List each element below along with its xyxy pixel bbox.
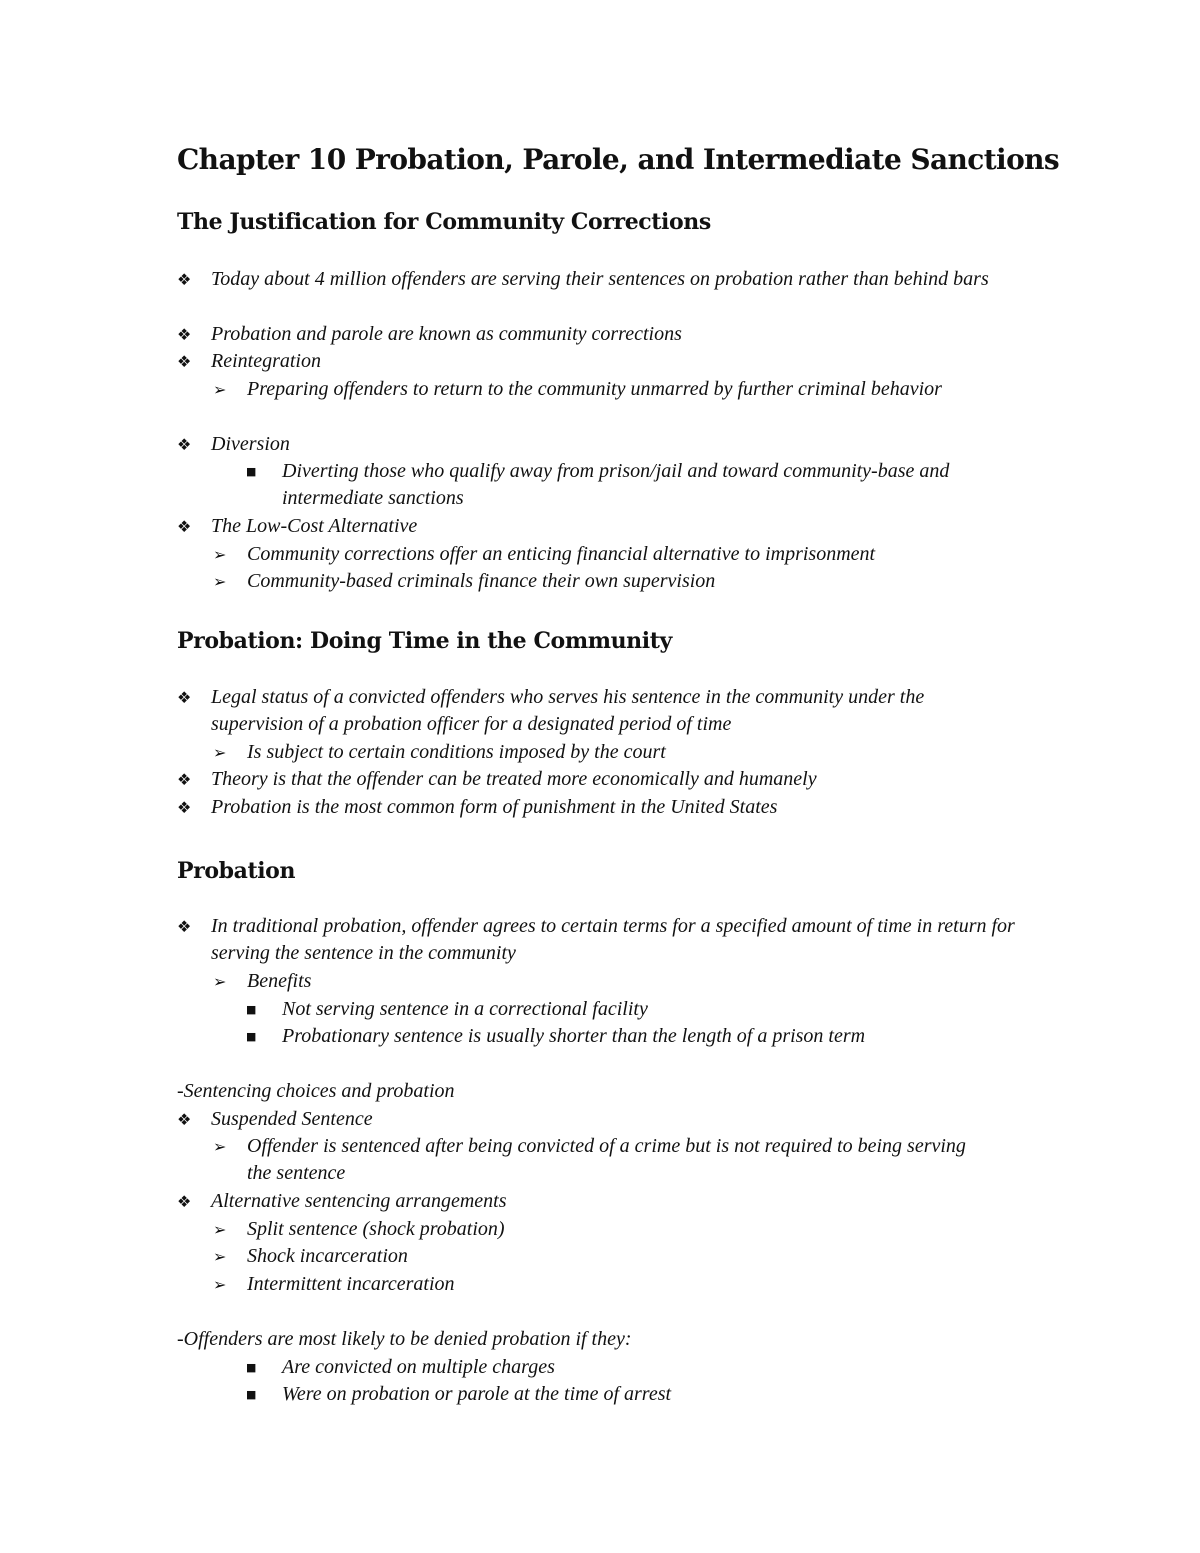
list-item	[246, 996, 648, 1023]
list-item	[213, 1216, 505, 1243]
list-item-text: Theory is that the offender can be treated more economically and humanely	[211, 768, 817, 790]
arrow-bullet-icon: ➢	[213, 743, 227, 762]
section-heading-justification: The Justification for Community Corrections	[177, 209, 711, 235]
section-heading-doing-time: Probation: Doing Time in the Community	[177, 628, 672, 654]
square-bullet-icon: ■	[246, 465, 257, 478]
list-item-text: Shock incarceration	[247, 1245, 408, 1267]
list-item-text: Preparing offenders to return to the community unmarred by further criminal behavior	[247, 378, 942, 400]
list-item	[177, 513, 418, 540]
diamond-bullet-icon: ❖	[177, 798, 192, 817]
list-item-text: Benefits	[247, 970, 312, 992]
list-item-text: Community corrections offer an enticing financial alternative to imprisonment	[247, 543, 876, 565]
list-item	[213, 968, 312, 995]
diamond-bullet-icon: ❖	[177, 770, 192, 789]
list-item	[213, 739, 666, 766]
list-item	[177, 321, 682, 348]
diamond-bullet-icon: ❖	[177, 1110, 192, 1129]
page-title: Chapter 10 Probation, Parole, and Intermediate Sanctions	[177, 143, 1060, 176]
arrow-bullet-icon: ➢	[213, 1247, 227, 1266]
list-item	[177, 766, 817, 793]
list-item	[177, 913, 1026, 967]
section-heading-probation: Probation	[177, 858, 296, 884]
list-item-text: Diversion	[211, 433, 290, 455]
list-item-text: Reintegration	[211, 350, 321, 372]
list-item	[213, 1133, 992, 1187]
list-item-text: Today about 4 million offenders are serving their sentences on probation rather than behind bars	[211, 268, 989, 290]
list-item	[177, 1106, 373, 1133]
square-bullet-icon: ■	[246, 1030, 257, 1043]
list-item	[213, 568, 716, 595]
diamond-bullet-icon: ❖	[177, 688, 192, 707]
list-item	[213, 541, 876, 568]
list-item	[246, 458, 1017, 512]
arrow-bullet-icon: ➢	[213, 1220, 227, 1239]
list-item	[246, 1381, 672, 1408]
list-item-text: In traditional probation, offender agrees to certain terms for a specified amount of time in return for serving the sentence in the community	[211, 915, 1015, 964]
list-item	[213, 1243, 408, 1270]
denial-note: -Offenders are most likely to be denied probation if they:	[177, 1328, 632, 1350]
list-item-text: Intermittent incarceration	[247, 1273, 455, 1295]
list-item	[213, 376, 1017, 403]
list-item-text: Were on probation or parole at the time of arrest	[282, 1383, 672, 1405]
arrow-bullet-icon: ➢	[213, 972, 227, 991]
list-item-text: Diverting those who qualify away from prison/jail and toward community-base and intermediate sanctions	[282, 460, 950, 509]
list-item-text: The Low-Cost Alternative	[211, 515, 418, 537]
list-item-text: Alternative sentencing arrangements	[211, 1190, 507, 1212]
square-bullet-icon: ■	[246, 1003, 257, 1016]
square-bullet-icon: ■	[246, 1361, 257, 1374]
list-item	[177, 266, 1011, 293]
list-item-text: Not serving sentence in a correctional facility	[282, 998, 648, 1020]
arrow-bullet-icon: ➢	[213, 1137, 227, 1156]
list-item	[177, 684, 1001, 738]
diamond-bullet-icon: ❖	[177, 270, 192, 289]
arrow-bullet-icon: ➢	[213, 545, 227, 564]
list-item-text: Suspended Sentence	[211, 1108, 373, 1130]
arrow-bullet-icon: ➢	[213, 1275, 227, 1294]
diamond-bullet-icon: ❖	[177, 352, 192, 371]
list-item	[177, 794, 778, 821]
list-item-text: Legal status of a convicted offenders who serves his sentence in the community under the supervision of a probation officer for a designated period of time	[211, 686, 925, 735]
arrow-bullet-icon: ➢	[213, 380, 227, 399]
arrow-bullet-icon: ➢	[213, 572, 227, 591]
square-bullet-icon: ■	[246, 1388, 257, 1401]
list-item	[213, 1271, 455, 1298]
diamond-bullet-icon: ❖	[177, 517, 192, 536]
list-item	[177, 348, 321, 375]
sentencing-note: -Sentencing choices and probation	[177, 1080, 455, 1102]
diamond-bullet-icon: ❖	[177, 325, 192, 344]
list-item-text: Probationary sentence is usually shorter than the length of a prison term	[282, 1025, 866, 1047]
list-item-text: Offender is sentenced after being convicted of a crime but is not required to being serving the sentence	[247, 1135, 966, 1184]
list-item-text: Is subject to certain conditions imposed by the court	[247, 741, 666, 763]
list-item	[177, 431, 290, 458]
list-item-text: Community-based criminals finance their own supervision	[247, 570, 716, 592]
list-item	[246, 1354, 555, 1381]
list-item-text: Are convicted on multiple charges	[282, 1356, 555, 1378]
list-item-text: Probation is the most common form of punishment in the United States	[211, 796, 778, 818]
list-item	[177, 1188, 507, 1215]
diamond-bullet-icon: ❖	[177, 1192, 192, 1211]
diamond-bullet-icon: ❖	[177, 917, 192, 936]
list-item-text: Split sentence (shock probation)	[247, 1218, 505, 1240]
diamond-bullet-icon: ❖	[177, 435, 192, 454]
list-item	[246, 1023, 866, 1050]
list-item-text: Probation and parole are known as community corrections	[211, 323, 682, 345]
